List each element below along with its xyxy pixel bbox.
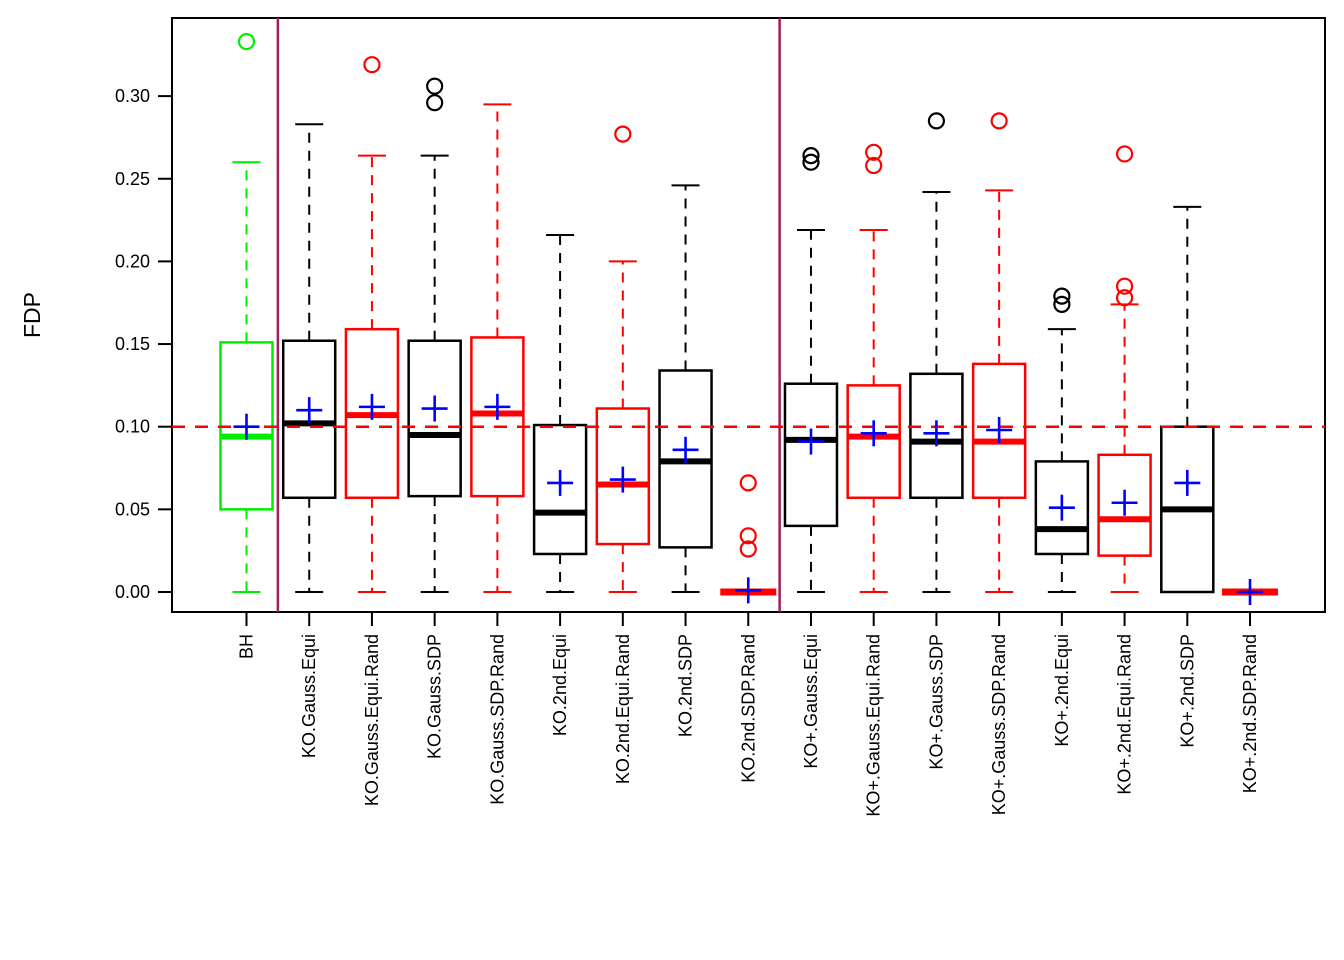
box-KO+.2nd.SDP bbox=[1161, 207, 1213, 592]
outlier-point bbox=[427, 95, 442, 110]
box-KO.2nd.Equi.Rand bbox=[597, 127, 649, 592]
x-tick-label: KO+.Gauss.Equi.Rand bbox=[863, 634, 884, 817]
x-tick-label: KO.Gauss.Equi bbox=[299, 634, 320, 759]
x-tick-label: KO+.Gauss.SDP bbox=[926, 634, 947, 770]
box-KO.2nd.SDP bbox=[660, 185, 712, 592]
box-KO.Gauss.Equi bbox=[283, 124, 335, 592]
box-BH bbox=[221, 34, 273, 592]
box-iqr bbox=[785, 384, 837, 526]
x-tick-label: KO+.2nd.Equi bbox=[1051, 634, 1072, 747]
outlier-point bbox=[929, 113, 944, 128]
box-KO+.2nd.Equi bbox=[1036, 289, 1088, 592]
outlier-point bbox=[741, 475, 756, 490]
plot-border bbox=[172, 18, 1325, 612]
box-KO.Gauss.SDP bbox=[409, 79, 461, 592]
box-KO+.Gauss.Equi bbox=[785, 148, 837, 592]
x-tick-label: KO.2nd.Equi.Rand bbox=[612, 634, 633, 785]
outlier-point bbox=[364, 57, 379, 72]
box-KO.2nd.SDP.Rand bbox=[720, 475, 776, 592]
box-KO+.Gauss.SDP.Rand bbox=[973, 113, 1025, 592]
x-tick-label: KO+.2nd.Equi.Rand bbox=[1114, 634, 1135, 795]
y-tick-label: 0.15 bbox=[114, 334, 150, 355]
box-KO.Gauss.Equi.Rand bbox=[346, 57, 398, 592]
box-KO.Gauss.SDP.Rand bbox=[471, 104, 523, 592]
x-tick-label: KO.2nd.SDP bbox=[675, 634, 696, 738]
outlier-point bbox=[992, 113, 1007, 128]
y-tick-label: 0.00 bbox=[114, 582, 150, 602]
x-tick-label: KO+.Gauss.Equi bbox=[800, 634, 821, 769]
y-tick-label: 0.10 bbox=[114, 416, 150, 437]
x-tick-label: KO+.2nd.SDP bbox=[1177, 634, 1198, 748]
outlier-point bbox=[239, 34, 254, 49]
outlier-point bbox=[615, 127, 630, 142]
x-tick-label: KO.Gauss.Equi.Rand bbox=[361, 634, 382, 807]
y-tick-label: 0.05 bbox=[114, 499, 150, 520]
x-tick-label: KO.2nd.Equi bbox=[550, 634, 571, 737]
x-tick-label: KO.2nd.SDP.Rand bbox=[738, 634, 759, 783]
x-tick-label: KO.Gauss.SDP.Rand bbox=[487, 634, 508, 805]
box-KO+.Gauss.SDP bbox=[910, 113, 962, 592]
box-KO+.Gauss.Equi.Rand bbox=[848, 145, 900, 592]
y-axis-title: FDP bbox=[19, 292, 45, 338]
outlier-point bbox=[427, 79, 442, 94]
y-tick-label: 0.20 bbox=[114, 251, 150, 272]
chart-layer bbox=[115, 18, 1325, 817]
outlier-point bbox=[1117, 146, 1132, 161]
box-KO+.2nd.Equi.Rand bbox=[1099, 146, 1151, 592]
x-tick-label: KO+.2nd.SDP.Rand bbox=[1240, 634, 1261, 794]
x-tick-label: KO+.Gauss.SDP.Rand bbox=[989, 634, 1010, 816]
x-tick-label: KO.Gauss.SDP bbox=[424, 634, 445, 760]
x-tick-label: BH bbox=[236, 634, 257, 660]
outlier-point bbox=[1117, 290, 1132, 305]
y-tick-label: 0.25 bbox=[114, 168, 150, 189]
box-KO.2nd.Equi bbox=[534, 235, 586, 592]
y-tick-label: 0.30 bbox=[114, 86, 150, 107]
